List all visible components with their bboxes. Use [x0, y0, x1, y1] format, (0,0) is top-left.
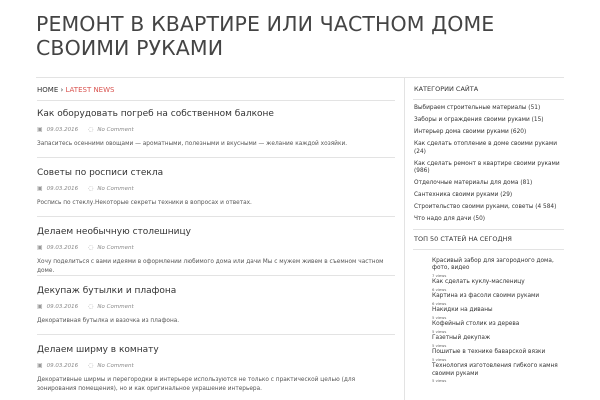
breadcrumb — [37, 84, 397, 96]
post-divider — [37, 157, 395, 158]
top-post-item — [432, 349, 566, 363]
post-date: 09.03.2016 — [46, 363, 79, 369]
comment-icon: ◌ — [88, 185, 94, 192]
category-item[interactable]: Строительство своими руками, советы (4 584) — [414, 204, 557, 210]
category-item[interactable]: Интерьер дома своими руками (620) — [414, 129, 527, 135]
post-comments[interactable]: No Comment — [97, 127, 134, 133]
top-post-views: 5 views — [432, 328, 447, 334]
calendar-icon: ▣ — [37, 362, 43, 369]
post-title[interactable]: Советы по росписи стекла — [37, 168, 164, 178]
post-meta — [37, 362, 395, 370]
breadcrumb-separator: › — [58, 86, 66, 94]
comment-icon: ◌ — [88, 244, 94, 251]
category-item[interactable]: Как сделать ремонт в квартире своими руками (986) — [414, 160, 560, 174]
top-post-item — [432, 293, 566, 307]
post-title[interactable]: Декупаж бутылки и плафона — [37, 286, 177, 296]
sidebar-divider — [404, 78, 405, 400]
top-post-item — [432, 279, 566, 293]
top-post-title[interactable]: Технология изготовления гибкого камня своими руками — [432, 363, 558, 377]
top-posts-title: ТОП 50 СТАТЕЙ НА СЕГОДНЯ — [414, 234, 512, 243]
post-item — [37, 167, 395, 208]
breadcrumb-home[interactable]: HOME — [37, 86, 59, 94]
top-post-views: 5 views — [432, 356, 447, 362]
top-post-title[interactable]: Кофейный столик из дерева — [432, 321, 520, 327]
site-title[interactable]: РЕМОНТ В КВАРТИРЕ ИЛИ ЧАСТНОМ ДОМЕ СВОИМИ РУКАМИ — [36, 12, 495, 60]
post-comments[interactable]: No Comment — [97, 363, 134, 369]
breadcrumb-current: LATEST NEWS — [65, 86, 115, 94]
top-post-views: 7 views — [432, 272, 447, 278]
top-post-title[interactable]: Как сделать куклу-масленицу — [432, 279, 525, 285]
post-date: 09.03.2016 — [46, 127, 79, 133]
post-comments[interactable]: No Comment — [97, 304, 134, 310]
breadcrumb-divider — [37, 100, 395, 101]
top-post-title[interactable]: Накидки на диваны — [432, 307, 493, 313]
top-post-views: 5 views — [432, 378, 447, 383]
top-post-views: 5 views — [432, 314, 447, 320]
top-post-item — [432, 335, 566, 349]
calendar-icon: ▣ — [37, 185, 43, 192]
calendar-icon: ▣ — [37, 244, 43, 251]
post-excerpt: Запаситесь осенними овощами — ароматными, полезными и вкусными — желание каждой хозяйки. — [37, 141, 348, 147]
post-meta — [37, 126, 395, 134]
post-excerpt: Декоративные ширмы и перегородки в интерьере используются не только с практической целью (для зонирования помещения), но и как оригинальное украшение интерьера. — [37, 377, 356, 392]
main-content — [37, 84, 397, 392]
post-date: 09.03.2016 — [46, 304, 79, 310]
post-meta — [37, 303, 395, 311]
top-post-title[interactable]: Пошитые в технике баварской вязки — [432, 349, 546, 355]
widget-separator — [413, 229, 564, 230]
post-title[interactable]: Делаем ширму в комнату — [37, 345, 159, 355]
top-post-title[interactable]: Картина из фасоли своими руками — [432, 293, 540, 299]
post-item — [37, 108, 395, 149]
post-item — [37, 226, 395, 275]
post-comments[interactable]: No Comment — [97, 186, 134, 192]
top-post-title[interactable]: Газетный декупаж — [432, 335, 491, 341]
category-item[interactable]: Выбираем строительные материалы (51) — [414, 105, 541, 111]
top-post-item — [432, 363, 566, 385]
categories-title: КАТЕГОРИИ САЙТА — [414, 85, 479, 93]
category-item[interactable]: Заборы и ограждения своими руками (15) — [414, 117, 544, 123]
post-divider — [37, 334, 395, 335]
top-post-item — [432, 258, 566, 280]
post-excerpt: Роспись по стеклу.Некоторые секреты техники в вопросах и ответах. — [37, 200, 252, 206]
category-item[interactable]: Как сделать отопление в доме своими руками (24) — [414, 141, 557, 155]
post-divider — [37, 216, 395, 217]
sidebar — [414, 84, 566, 385]
post-excerpt: Декоративная бутылка и вазочка из плафона. — [37, 318, 180, 324]
comment-icon: ◌ — [88, 362, 94, 369]
category-item[interactable]: Сантехника своими руками (29) — [414, 192, 513, 198]
top-post-item — [432, 307, 566, 321]
top-post-views: 6 views — [432, 300, 447, 306]
post-divider — [37, 275, 395, 276]
top-posts-list — [414, 258, 566, 385]
category-item[interactable]: Отделочные материалы для дома (81) — [414, 180, 533, 186]
calendar-icon: ▣ — [37, 303, 43, 310]
post-date: 09.03.2016 — [46, 245, 79, 251]
post-meta — [37, 244, 395, 252]
header-divider — [36, 77, 564, 78]
post-meta — [37, 185, 395, 193]
top-post-views: 5 views — [432, 342, 447, 348]
category-item[interactable]: Что надо для дачи (50) — [414, 216, 486, 222]
post-item — [37, 285, 395, 326]
top-post-title[interactable]: Красивый забор для загородного дома, фото, видео — [432, 257, 554, 271]
top-post-item — [432, 321, 566, 335]
post-item — [37, 344, 395, 393]
calendar-icon: ▣ — [37, 126, 43, 133]
top-post-views: 6 views — [432, 286, 447, 292]
post-title[interactable]: Как оборудовать погреб на собственном балконе — [37, 109, 274, 119]
categories-divider — [413, 99, 564, 100]
top-posts-divider — [413, 249, 564, 250]
post-date: 09.03.2016 — [46, 186, 79, 192]
comment-icon: ◌ — [88, 303, 94, 310]
comment-icon: ◌ — [88, 126, 94, 133]
post-title[interactable]: Делаем необычную столешницу — [37, 227, 191, 237]
post-comments[interactable]: No Comment — [97, 245, 134, 251]
categories-list — [414, 105, 566, 224]
post-excerpt: Хочу поделиться с вами идеями в оформлении любимого дома или дачи Мы с мужем живем в съемном частном доме. — [37, 259, 384, 274]
